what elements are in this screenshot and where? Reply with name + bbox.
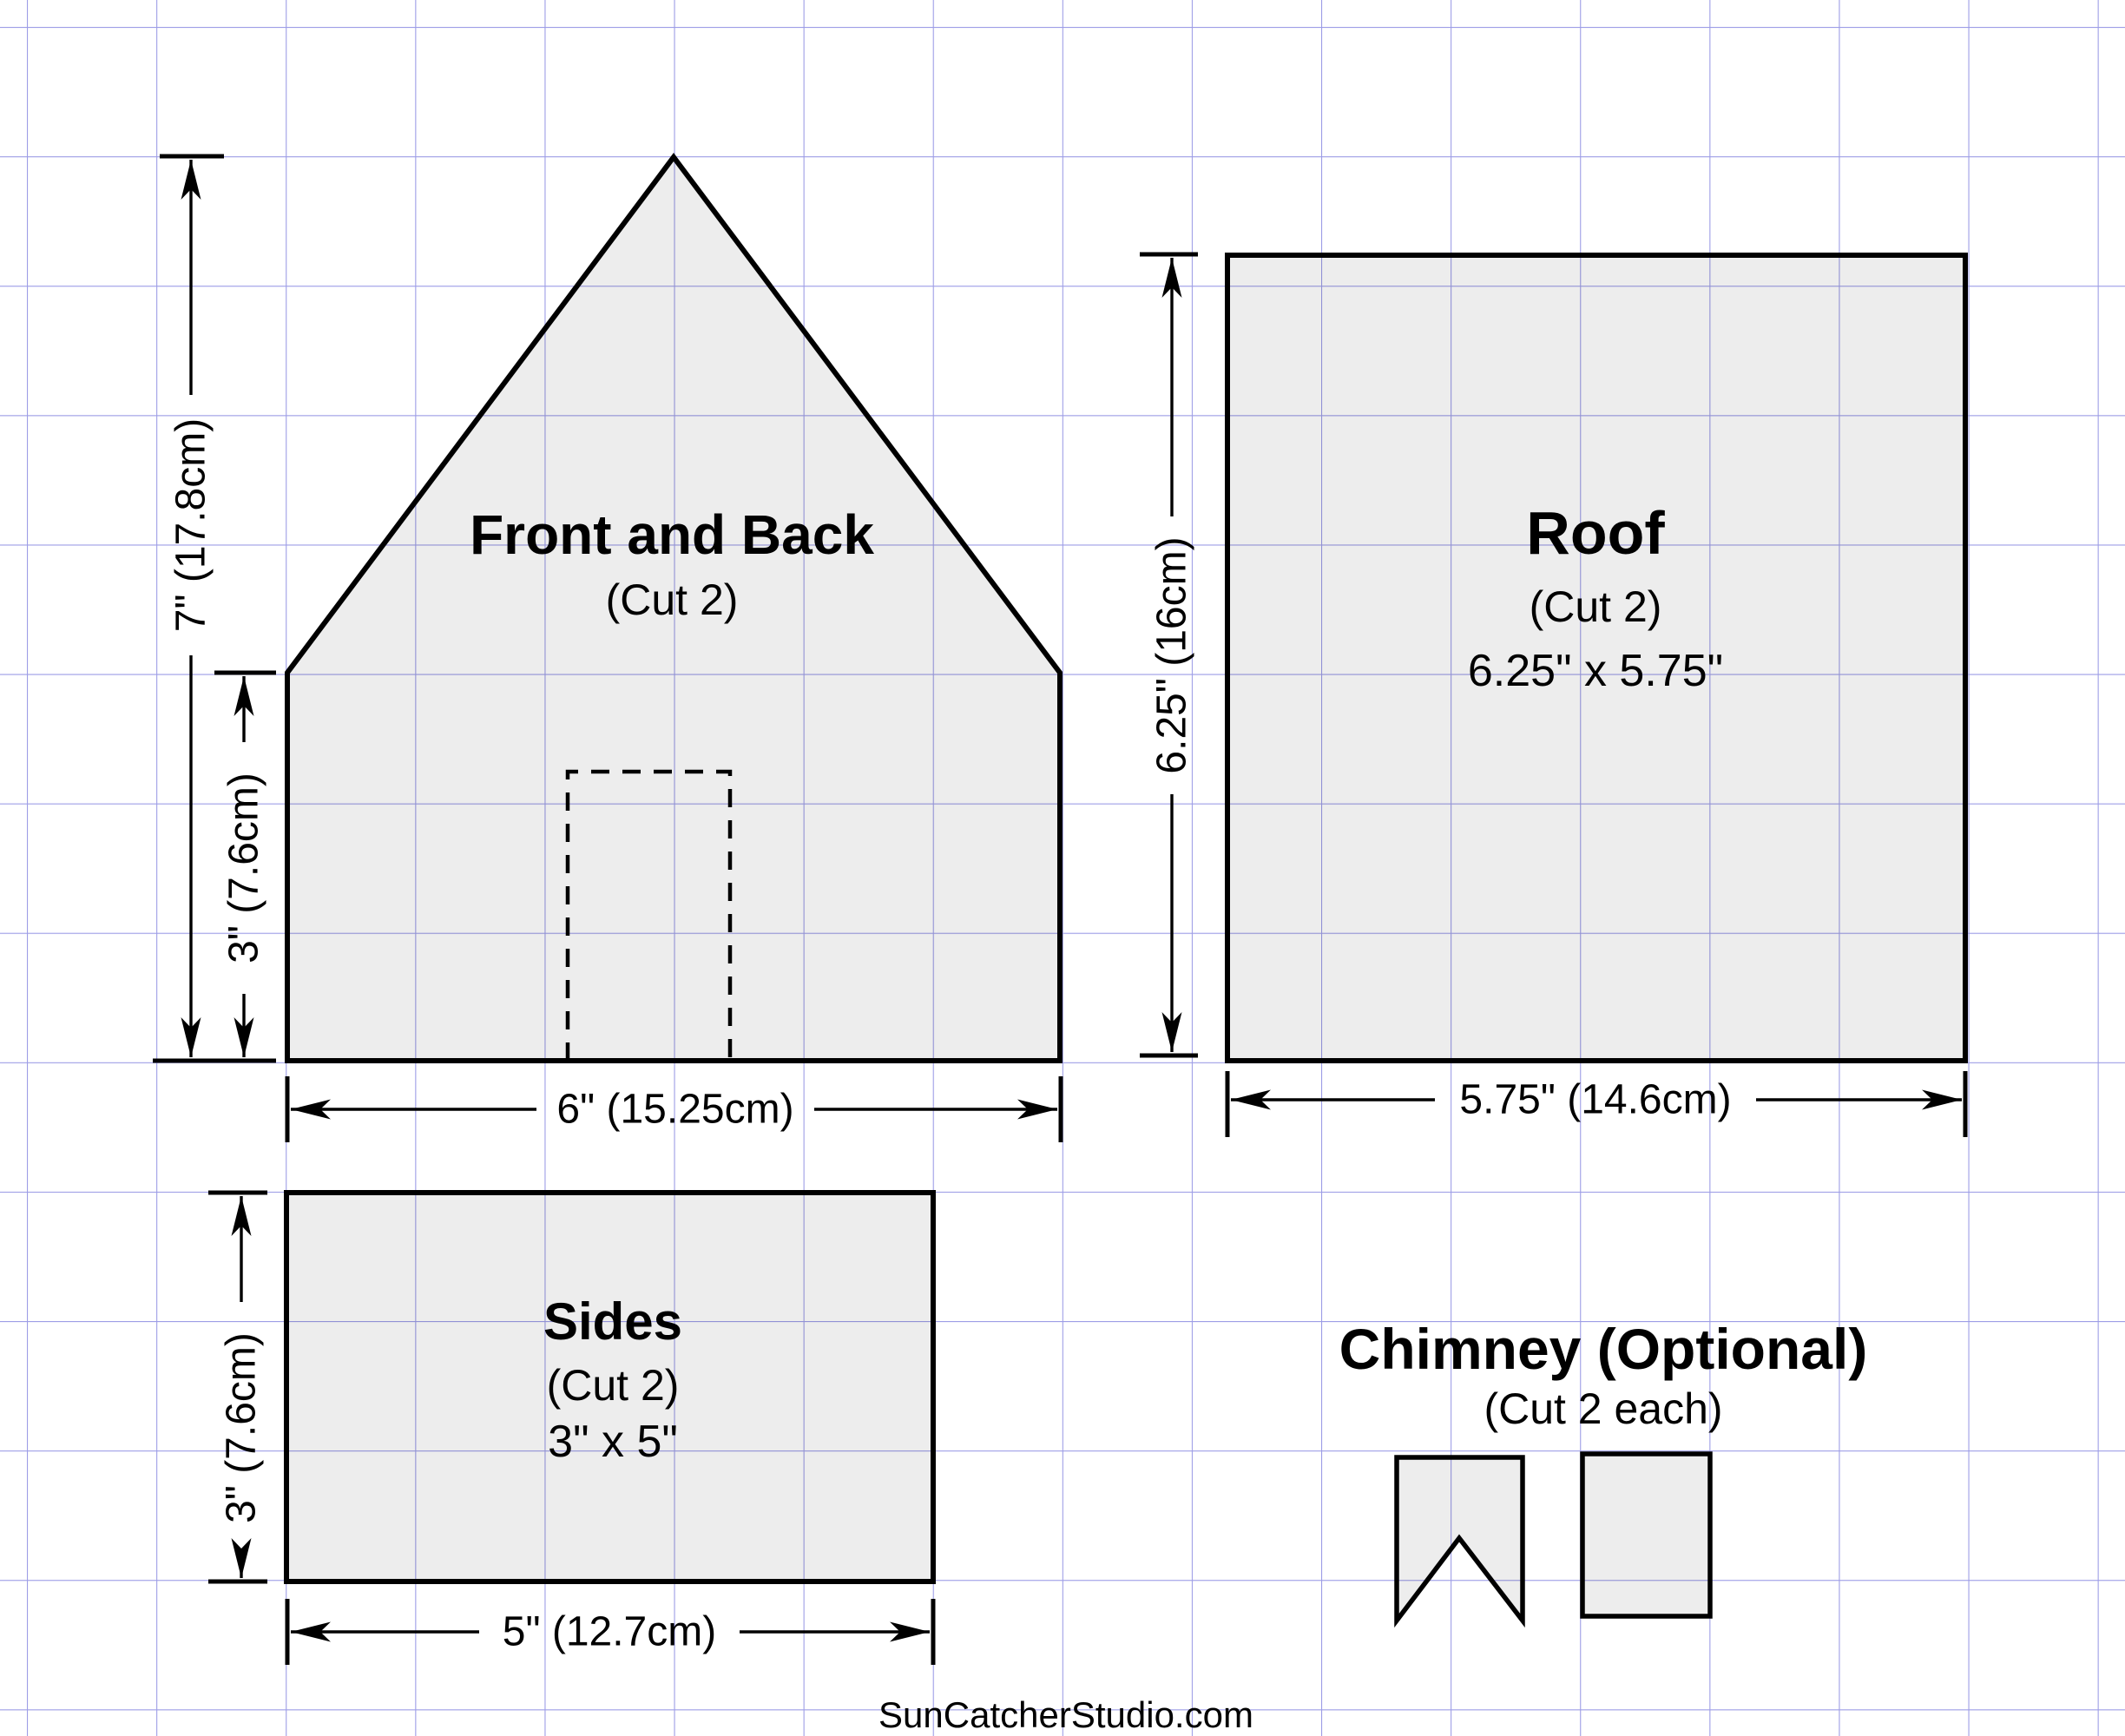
dim-label-roof-height: 6.25" (16cm) bbox=[1148, 536, 1195, 774]
dim-label-sides-height: 3" (7.6cm) bbox=[218, 1332, 265, 1523]
watermark: SunCatcherStudio.com bbox=[878, 1694, 1253, 1735]
sides-subtitle: (Cut 2) bbox=[546, 1361, 680, 1410]
dim-label-house-height: 7" (17.8cm) bbox=[168, 418, 214, 633]
dim-label-wall-height: 3" (7.6cm) bbox=[220, 773, 267, 963]
chimney-title: Chimney (Optional) bbox=[1339, 1317, 1868, 1381]
front-back-subtitle: (Cut 2) bbox=[605, 575, 739, 624]
roof-size-label: 6.25" x 5.75" bbox=[1467, 646, 1724, 696]
roof-subtitle: (Cut 2) bbox=[1529, 582, 1662, 631]
roof-piece bbox=[1227, 255, 1965, 1061]
dim-label-house-width: 6" (15.25cm) bbox=[556, 1086, 794, 1133]
front-back-title: Front and Back bbox=[470, 503, 874, 566]
dim-label-roof-width: 5.75" (14.6cm) bbox=[1459, 1076, 1732, 1123]
chimney-plain-piece bbox=[1582, 1454, 1710, 1616]
dim-label-sides-width: 5" (12.7cm) bbox=[502, 1608, 717, 1655]
sides-title: Sides bbox=[543, 1292, 683, 1351]
sides-piece bbox=[286, 1193, 933, 1581]
sides-size-label: 3" x 5" bbox=[548, 1417, 678, 1467]
roof-title: Roof bbox=[1526, 499, 1665, 567]
chimney-subtitle: (Cut 2 each) bbox=[1484, 1384, 1723, 1433]
